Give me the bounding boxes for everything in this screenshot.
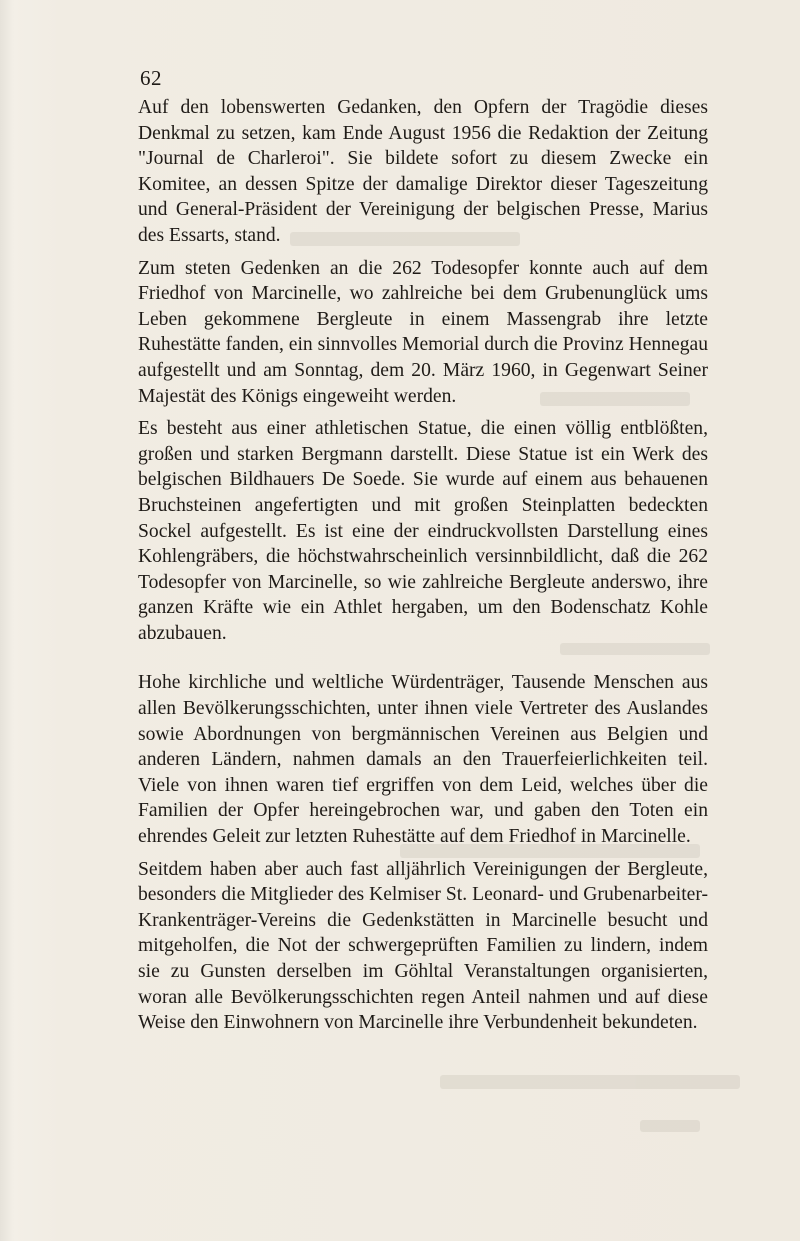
paragraph: Auf den lobenswerten Gedanken, den Opfern der Tragödie dieses Denkmal zu setzen, kam Ende August 1956 die Redaktion der Zeitung "Journal de Charleroi". Sie bildete sofort zu diesem Zwecke ein Komitee, an dessen Spitze der damalige Direktor dieser Tageszeitung und General-Präsident der Vereinigung der belgischen Presse, Marius des Essarts, stand. bbox=[138, 97, 708, 246]
paragraph-gap bbox=[138, 850, 708, 857]
paragraph-gap bbox=[138, 249, 708, 256]
page-number: 62 bbox=[140, 66, 162, 90]
paragraph: Seitdem haben aber auch fast alljährlich Vereinigungen der Bergleute, besonders die Mitglieder des Kelmiser St. Leonard- und Grubenarbeiter-Krankenträger-Vereins die Gedenkstätten in Marcinelle besucht und mitgeholfen, die Not der schwergeprüften Familien zu lindern, indem sie zu Gunsten derselben im Göhltal Veranstaltungen organisierten, woran alle Bevölkerungsschichten regen Anteil nahmen und auf diese Weise den Einwohnern von Marcinelle ihre Verbundenheit bekundeten. bbox=[138, 858, 708, 1034]
paragraph: Zum steten Gedenken an die 262 Todesopfer konnte auch auf dem Friedhof von Marcinelle, wo zahlreiche bei dem Grubenunglück ums Leben gekommene Bergleute in einem Massengrab ihre letzte Ruhestätte fanden, ein sinnvolles Memorial durch die Provinz Hennegau aufgestellt und am Sonntag, dem 20. März 1960, in Gegenwart Seiner Majestät des Königs eingeweiht werden. bbox=[138, 257, 708, 407]
paragraph: Hohe kirchliche und weltliche Würdenträger, Tausende Menschen aus allen Bevölkerungsschichten, unter ihnen viele Vertreter des Auslandes sowie Abordnungen von bergmännischen Vereinen aus Belgien und anderen Ländern, nahmen damals an den Trauerfeierlichkeiten teil. Viele von ihnen waren tief ergriffen von dem Leid, welches über die Familien der Opfer hereingebrochen war, und gaben den Toten ein ehrendes Geleit zur letzten Ruhestätte auf dem Friedhof in Marcinelle. bbox=[138, 672, 708, 848]
body-text bbox=[138, 95, 708, 1036]
paragraph-gap bbox=[138, 409, 708, 416]
paragraph-gap bbox=[138, 646, 708, 670]
paragraph: Es besteht aus einer athletischen Statue, die einen völlig entblößten, großen und starken Bergmann darstellt. Diese Statue ist ein Werk des belgischen Bildhauers De Soede. Sie wurde auf einem aus behauenen Bruchsteinen angefertigten und mit großen Steinplatten bedeckten Sockel aufgestellt. Es ist eine der eindruckvollsten Darstellung eines Kohlengräbers, die höchstwahrscheinlich versinnbildlicht, daß die 262 Todesopfer von Marcinelle, so wie zahlreiche Bergleute anderswo, ihre ganzen Kräfte wie ein Athlet hergaben, um den Bodenschatz Kohle abzubauen. bbox=[138, 418, 708, 644]
